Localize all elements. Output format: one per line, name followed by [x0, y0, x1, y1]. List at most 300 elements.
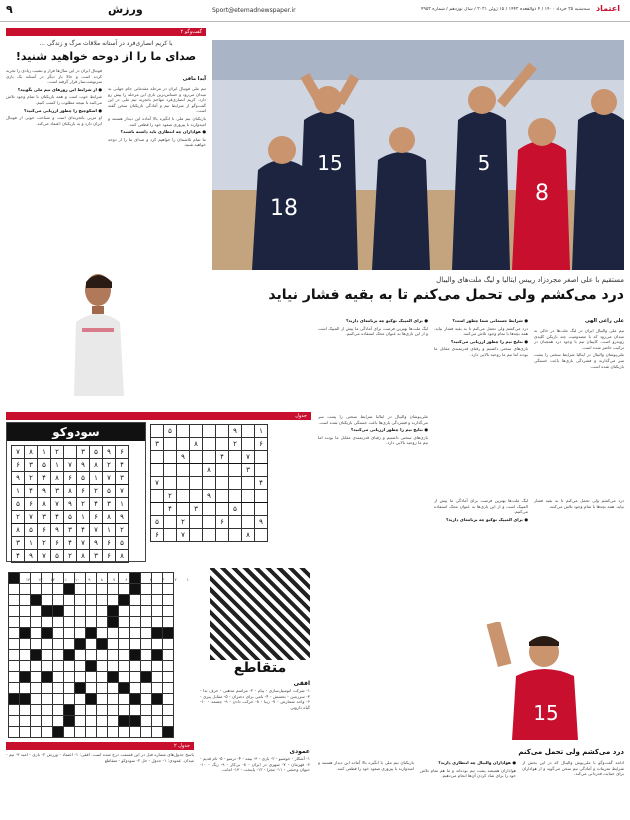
crossword-cell — [141, 617, 152, 628]
crossword-cell — [20, 716, 31, 727]
crossword-cell — [141, 628, 152, 639]
crossword-cell — [152, 595, 163, 606]
crossword-cell — [42, 584, 53, 595]
sudoku-puzzle-cell: ۳ — [190, 503, 203, 516]
main-paragraph: ملی‌پوشان والیبال در ایتالیا شرایط سختی را پشت سر می‌گذارند و فشردگی بازی‌ها باعث خستگی بازیکنان شده است. — [534, 352, 624, 369]
sudoku-puzzle-cell — [216, 477, 229, 490]
crossword-cell — [31, 639, 42, 650]
main-paragraph: ● شرایط جسمانی شما چطور است؟ — [452, 318, 528, 323]
sudoku-cell: ۲ — [38, 537, 51, 550]
sudoku-cell — [64, 446, 77, 459]
sudoku-cell: ۳ — [90, 550, 103, 563]
sudoku-puzzle-cell: ۱ — [255, 425, 268, 438]
sudoku-puzzle-cell: ۲ — [164, 490, 177, 503]
sudoku-cell: ۸ — [116, 550, 129, 563]
crossword-cell — [75, 694, 86, 705]
section-label: ورزش — [108, 3, 143, 16]
sudoku-puzzle-cell: ۵ — [164, 425, 177, 438]
sudoku-cell: ۳ — [25, 459, 38, 472]
sudoku-cell: ۳ — [51, 485, 64, 498]
crossword-cell — [9, 595, 20, 606]
sudoku-puzzle-cell: ۸ — [242, 529, 255, 542]
sudoku-cell: ۲ — [25, 472, 38, 485]
sudoku-puzzle-cell — [229, 490, 242, 503]
sudoku-puzzle-cell — [151, 464, 164, 477]
sudoku-puzzle-cell: ۵ — [151, 516, 164, 529]
crossword-cell — [20, 727, 31, 738]
crossword-cell — [108, 595, 119, 606]
crossword-cell — [108, 672, 119, 683]
sudoku-puzzle-cell — [177, 425, 190, 438]
sudoku-puzzle-cell — [242, 516, 255, 529]
crossword-cell — [97, 639, 108, 650]
crossword-cell — [9, 573, 20, 584]
interview-paragraph: او مربی باتجربه‌ای است و شناخت خوبی از فوتبال ایران دارد و به بازیکنان اعتماد می‌کند. — [6, 115, 102, 126]
crossword-cell — [9, 639, 20, 650]
sudoku-cell: ۱ — [38, 446, 51, 459]
sudoku-cell: ۹ — [77, 459, 90, 472]
clues-vertical: ۱- آشکار - خوشبو - ۲- بازی - ۳- بیمه - ۴- ترسو - ۵- نام قدیم - ۶- قهرمان - ۷- شهری در ایران - ۸- بی‌کار - ۹- رنگ - ۱۰- حیوان وحشی - ۱۱- مجرا - ۱۲- پایتخت - ۱۳- امانت — [200, 756, 310, 773]
sudoku-cell: ۶ — [64, 472, 77, 485]
crossword-cell — [108, 716, 119, 727]
sudoku-cell: ۲ — [12, 511, 25, 524]
crossword-cell — [86, 661, 97, 672]
photo-caption: مستقیم با علی اصغر مجردزاد رییس ایتالیا و لیگ ملت‌های والیبال — [436, 276, 624, 284]
sudoku-cell: ۹ — [103, 446, 116, 459]
main-text-col3 — [318, 318, 428, 408]
crossword-cell — [20, 705, 31, 716]
sudoku-puzzle-cell — [203, 516, 216, 529]
crossword-cell — [20, 683, 31, 694]
crossword-cell — [9, 672, 20, 683]
crossword-cell — [130, 584, 141, 595]
answers-tag-text: جدول ۲ — [173, 743, 190, 749]
crossword-cell — [75, 606, 86, 617]
crossword-cell — [9, 606, 20, 617]
crossword-number: ۱۳ — [38, 577, 43, 582]
crossword-cell — [64, 639, 75, 650]
sudoku-puzzle-cell: ۲ — [229, 438, 242, 451]
crossword-cell — [152, 573, 163, 584]
crossword-cell — [31, 584, 42, 595]
sudoku-cell: ۶ — [103, 550, 116, 563]
crossword-cell — [97, 617, 108, 628]
volleyball-player-photo — [484, 622, 624, 740]
crossword-cell — [108, 573, 119, 584]
crossword-cell — [53, 617, 64, 628]
crossword-cell — [141, 573, 152, 584]
sudoku-puzzle-cell — [229, 477, 242, 490]
svg-text:8: 8 — [535, 181, 549, 206]
sudoku-puzzle-cell: ۳ — [151, 438, 164, 451]
crossword-cell — [141, 727, 152, 738]
sudoku-cell: ۷ — [12, 446, 25, 459]
crossword-cell — [130, 661, 141, 672]
continued-paragraph: ● برای المپیک توکیو چه برنامه‌ای دارید؟ — [445, 516, 528, 522]
sudoku-puzzle-cell — [229, 451, 242, 464]
sudoku-puzzle-cell — [164, 477, 177, 490]
crossword-cell — [31, 595, 42, 606]
crossword-cell — [64, 573, 75, 584]
crossword-cell — [141, 650, 152, 661]
crossword-cell — [64, 672, 75, 683]
sudoku-puzzle-cell — [164, 438, 177, 451]
crossword-title: متقاطع — [233, 660, 287, 676]
crossword-cell — [31, 661, 42, 672]
crossword-cell — [97, 584, 108, 595]
crossword-cell — [119, 672, 130, 683]
crossword-cell — [20, 584, 31, 595]
crossword-cell — [31, 617, 42, 628]
sudoku-cell: ۴ — [77, 524, 90, 537]
crossword-cell — [97, 705, 108, 716]
crossword-number: ۴ — [149, 577, 153, 582]
crossword-cell — [152, 727, 163, 738]
sudoku-cell: ۵ — [103, 485, 116, 498]
sudoku-puzzle-cell — [216, 464, 229, 477]
sudoku-puzzle-cell — [164, 529, 177, 542]
sudoku-cell: ۹ — [116, 511, 129, 524]
sudoku-puzzle-cell — [242, 490, 255, 503]
crossword-cell — [42, 628, 53, 639]
crossword-cell — [42, 727, 53, 738]
sudoku-puzzle-cell — [177, 477, 190, 490]
sudoku-cell: ۶ — [116, 446, 129, 459]
sudoku-puzzle-grid — [150, 424, 268, 542]
crossword-cell — [42, 639, 53, 650]
main-paragraph: بازی‌های سختی داشتیم و رقبای قدرتمندی مقابل ما بودند اما تیم ما روحیه بالایی دارد. — [434, 346, 528, 357]
crossword-cell — [97, 716, 108, 727]
clues-vertical-label: عمودی — [289, 748, 310, 755]
bottom-headline: درد می‌کشم ولی تحمل می‌کنم — [518, 748, 624, 756]
sudoku-puzzle-cell: ۵ — [229, 503, 242, 516]
crossword-cell — [53, 650, 64, 661]
crossword-cell — [152, 617, 163, 628]
sudoku-puzzle-cell — [203, 503, 216, 516]
interview-headline: صدای ما را از دوحه خواهید شنید! — [15, 50, 197, 63]
sudoku-puzzle-cell: ۶ — [255, 438, 268, 451]
crossword-cell — [53, 727, 64, 738]
crossword-cell — [130, 705, 141, 716]
crossword-cell — [163, 595, 174, 606]
puzzle-tag — [6, 412, 311, 420]
crossword-cell — [53, 595, 64, 606]
crossword-cell — [20, 639, 31, 650]
sudoku-cell: ۵ — [51, 550, 64, 563]
crossword-cell — [163, 716, 174, 727]
sudoku-puzzle-cell: ۲ — [177, 516, 190, 529]
crossword-cell — [75, 639, 86, 650]
svg-text:15: 15 — [533, 701, 559, 725]
crossword-pattern — [210, 568, 310, 660]
crossword-cell — [42, 694, 53, 705]
sudoku-puzzle-cell — [164, 516, 177, 529]
sudoku-cell: ۶ — [12, 459, 25, 472]
crossword-cell — [31, 705, 42, 716]
crossword-cell — [75, 683, 86, 694]
crossword-cell — [20, 694, 31, 705]
crossword-cell — [86, 694, 97, 705]
crossword-cell — [64, 716, 75, 727]
sudoku-cell: ۳ — [64, 524, 77, 537]
sudoku-cell: ۸ — [77, 550, 90, 563]
sudoku-cell: ۳ — [38, 511, 51, 524]
sudoku-cell: ۵ — [77, 472, 90, 485]
svg-text:5: 5 — [477, 151, 491, 175]
sudoku-puzzle-cell — [190, 490, 203, 503]
crossword-cell — [86, 716, 97, 727]
sudoku-puzzle-cell: ۴ — [255, 477, 268, 490]
crossword-cell — [119, 628, 130, 639]
crossword-cell — [64, 628, 75, 639]
bottom-text-col1 — [522, 760, 624, 816]
sudoku-cell: ۳ — [77, 446, 90, 459]
crossword-cell — [75, 617, 86, 628]
crossword-cell — [9, 683, 20, 694]
crossword-cell — [97, 661, 108, 672]
crossword-cell — [163, 683, 174, 694]
crossword-cell — [97, 727, 108, 738]
crossword-cell — [64, 606, 75, 617]
crossword-cell — [108, 694, 119, 705]
crossword-cell — [53, 639, 64, 650]
crossword-cell — [53, 628, 64, 639]
sudoku-puzzle-cell — [177, 503, 190, 516]
crossword-number: ۶ — [125, 577, 128, 582]
crossword-cell — [31, 727, 42, 738]
interview-paragraph: ● از شرایط این روزهای تیم ملی بگویید؟ — [17, 86, 102, 92]
sudoku-puzzle-cell — [151, 490, 164, 503]
sudoku-puzzle-cell: ۳ — [242, 464, 255, 477]
crossword-cell — [75, 727, 86, 738]
sudoku-puzzle-cell — [229, 516, 242, 529]
crossword-cell — [31, 628, 42, 639]
sudoku-puzzle-cell — [177, 490, 190, 503]
answers-tag — [6, 742, 194, 750]
crossword-cell — [64, 683, 75, 694]
crossword-cell — [141, 606, 152, 617]
sudoku-puzzle-cell: ۷ — [177, 529, 190, 542]
crossword-cell — [141, 705, 152, 716]
sudoku-puzzle-cell: ۹ — [255, 516, 268, 529]
crossword-cell — [163, 617, 174, 628]
sudoku-puzzle-cell — [164, 464, 177, 477]
crossword-cell — [130, 617, 141, 628]
crossword-number: ۱۱ — [62, 577, 68, 582]
crossword-cell — [42, 661, 53, 672]
continued-paragraph: درد می‌کشم ولی تحمل می‌کنم تا به بقیه فشار نیاید. همه بچه‌ها با تمام وجود تلاش می‌کنند. — [534, 498, 624, 509]
crossword-number: ۱۲ — [50, 577, 55, 582]
crossword-cell — [119, 727, 130, 738]
svg-text:15: 15 — [317, 151, 343, 175]
crossword-cell — [75, 650, 86, 661]
section-tag-interview — [6, 28, 206, 36]
sudoku-cell: ۱ — [12, 485, 25, 498]
sudoku-puzzle-cell: ۸ — [203, 464, 216, 477]
sudoku-puzzle-cell — [255, 529, 268, 542]
sudoku-puzzle-cell: ۹ — [177, 451, 190, 464]
email-link[interactable]: Sport@etemadnewspaper.ir — [212, 7, 296, 14]
sudoku-cell: ۴ — [38, 472, 51, 485]
sudoku-puzzle-cell: ۹ — [229, 425, 242, 438]
sudoku-puzzle-cell: ۷ — [151, 477, 164, 490]
main-photo — [212, 40, 624, 270]
sudoku-puzzle-cell: ۶ — [151, 529, 164, 542]
crossword-cell — [119, 650, 130, 661]
continued-col3 — [534, 498, 624, 620]
sudoku-grid — [11, 445, 129, 563]
crossword-cell — [152, 628, 163, 639]
sudoku-box — [6, 422, 146, 562]
sudoku-cell: ۲ — [51, 446, 64, 459]
main-paragraph: ● نتایج تیم را چطور ارزیابی می‌کنید؟ — [450, 338, 528, 344]
crossword-cell — [86, 628, 97, 639]
crossword-cell — [119, 694, 130, 705]
main-text-col1 — [534, 328, 624, 490]
crossword-cell — [42, 595, 53, 606]
crossword-cell — [119, 661, 130, 672]
crossword-cell — [108, 584, 119, 595]
crossword-cell — [163, 672, 174, 683]
sudoku-cell: ۲ — [64, 550, 77, 563]
sudoku-cell: ۶ — [103, 537, 116, 550]
crossword-cell — [53, 584, 64, 595]
crossword-cell — [75, 705, 86, 716]
sudoku-cell: ۳ — [12, 537, 25, 550]
sudoku-puzzle-cell — [229, 464, 242, 477]
sudoku-puzzle-cell — [190, 516, 203, 529]
sudoku-puzzle-cell — [255, 490, 268, 503]
crossword-cell — [141, 661, 152, 672]
bottom-text-col3 — [318, 760, 414, 816]
crossword-cell — [9, 650, 20, 661]
interview-author: آیدا مافی — [182, 76, 206, 82]
crossword-cell — [42, 705, 53, 716]
crossword-cell — [31, 573, 42, 584]
crossword-grid — [8, 572, 174, 738]
crossword-cell — [119, 639, 130, 650]
sudoku-cell: ۸ — [103, 511, 116, 524]
sudoku-cell: ۱ — [90, 472, 103, 485]
sudoku-cell: ۶ — [77, 485, 90, 498]
crossword-cell — [31, 650, 42, 661]
crossword-cell — [130, 606, 141, 617]
sudoku-cell: ۷ — [90, 524, 103, 537]
main-paragraph: تیم ملی والیبال ایران در لیگ ملت‌ها در حالی به میدان می‌رود که با مصدومیت چند بازیکن کلیدی روبه‌رو است. کاپیتان تیم با وجود درد همچنان در ترکیب حاضر شده است. — [534, 328, 624, 350]
bottom-paragraph: ● هواداران والیبال چه انتظاری دارند؟ — [438, 760, 516, 765]
sudoku-cell: ۹ — [51, 524, 64, 537]
sudoku-puzzle-cell — [203, 425, 216, 438]
crossword-cell — [20, 628, 31, 639]
crossword-cell — [97, 606, 108, 617]
crossword-cell — [31, 672, 42, 683]
sudoku-cell: ۷ — [25, 511, 38, 524]
interview-paragraph: ما تمام تلاشمان را خواهیم کرد و صدای ما را از دوحه خواهید شنید. — [108, 136, 206, 148]
sudoku-cell: ۵ — [116, 537, 129, 550]
crossword-cell — [119, 584, 130, 595]
crossword-number: ۹ — [88, 577, 91, 582]
crossword-cell — [53, 573, 64, 584]
crossword-cell — [152, 672, 163, 683]
crossword-cell — [53, 683, 64, 694]
sudoku-puzzle-cell — [216, 503, 229, 516]
crossword-cell — [86, 650, 97, 661]
crossword-cell — [141, 716, 152, 727]
sudoku-puzzle-cell: ۷ — [242, 451, 255, 464]
sudoku-cell: ۵ — [12, 498, 25, 511]
crossword-cell — [130, 573, 141, 584]
crossword-cell — [86, 639, 97, 650]
sudoku-puzzle-cell — [203, 477, 216, 490]
sudoku-puzzle-cell: ۸ — [190, 438, 203, 451]
sudoku-cell: ۱ — [116, 498, 129, 511]
interview-paragraph: ● هواداران چه انتظاری باید داشته باشند؟ — [120, 129, 206, 135]
crossword-cell — [163, 661, 174, 672]
sudoku-cell: ۴ — [12, 550, 25, 563]
crossword-cell — [130, 650, 141, 661]
crossword-cell — [75, 573, 86, 584]
crossword-number: ۸ — [100, 577, 103, 582]
bottom-text-col2 — [420, 760, 516, 816]
crossword-cell — [97, 595, 108, 606]
main-headline: درد می‌کشم ولی تحمل می‌کنم تا به بقیه فشار نیاید — [268, 287, 624, 303]
crossword-cell — [163, 628, 174, 639]
crossword-cell — [119, 595, 130, 606]
page-header — [0, 0, 630, 22]
dateline: سه‌شنبه ۲۵ خرداد ۱۴۰۰ / ۴ ذوالقعده ۱۴۴۲ / ۱۵ ژوئن ۲۰۲۱ / سال نوزدهم / شماره ۴۹۵۲ — [420, 7, 590, 12]
crossword-cell — [53, 661, 64, 672]
sudoku-puzzle-cell — [216, 490, 229, 503]
crossword-cell — [86, 584, 97, 595]
sudoku-cell: ۷ — [116, 485, 129, 498]
sudoku-cell: ۲ — [116, 524, 129, 537]
crossword-cell — [141, 595, 152, 606]
crossword-cell — [163, 584, 174, 595]
crossword-cell — [64, 584, 75, 595]
crossword-cell — [152, 694, 163, 705]
sudoku-puzzle-cell — [190, 529, 203, 542]
crossword-cell — [75, 584, 86, 595]
crossword-cell — [86, 573, 97, 584]
sudoku-puzzle-cell — [242, 425, 255, 438]
crossword-cell — [31, 683, 42, 694]
sudoku-puzzle-cell — [242, 503, 255, 516]
sudoku-puzzle-cell — [255, 464, 268, 477]
crossword-cell — [20, 650, 31, 661]
answers-text: پاسخ جدول‌های شماره قبل در این قسمت درج شده است. افقی: ۱- اعتماد - ورزش ۲- بازی - امید ۳- تیم - میدان. عمودی: ۱- جدول - حل ۲- سودوکو - متقاطع — [6, 752, 194, 763]
sudoku-cell: ۷ — [51, 498, 64, 511]
main-paragraph: درد می‌کشم ولی تحمل می‌کنم تا به بقیه فشار نیاید. همه بچه‌ها با تمام وجود تلاش می‌کنند. — [434, 325, 528, 337]
main-text-col2 — [434, 318, 528, 493]
crossword-cell — [42, 716, 53, 727]
sudoku-puzzle-cell — [242, 438, 255, 451]
crossword-cell — [152, 650, 163, 661]
crossword-cell — [9, 584, 20, 595]
sudoku-puzzle-cell — [229, 529, 242, 542]
crossword-cell — [130, 716, 141, 727]
crossword-cell — [108, 727, 119, 738]
crossword-cell — [108, 628, 119, 639]
continued-paragraph: لیگ ملت‌ها بهترین فرصت برای آمادگی ما پیش از المپیک است و از این بازی‌ها به عنوان محک استفاده می‌کنیم. — [434, 498, 528, 515]
crossword-cell — [108, 606, 119, 617]
crossword-cell — [152, 661, 163, 672]
sudoku-cell: ۹ — [64, 498, 77, 511]
crossword-cell — [20, 617, 31, 628]
sudoku-cell: ۲ — [103, 459, 116, 472]
crossword-number: ۱ — [186, 577, 189, 582]
crossword-cell — [108, 683, 119, 694]
crossword-number: ۷ — [112, 577, 116, 582]
